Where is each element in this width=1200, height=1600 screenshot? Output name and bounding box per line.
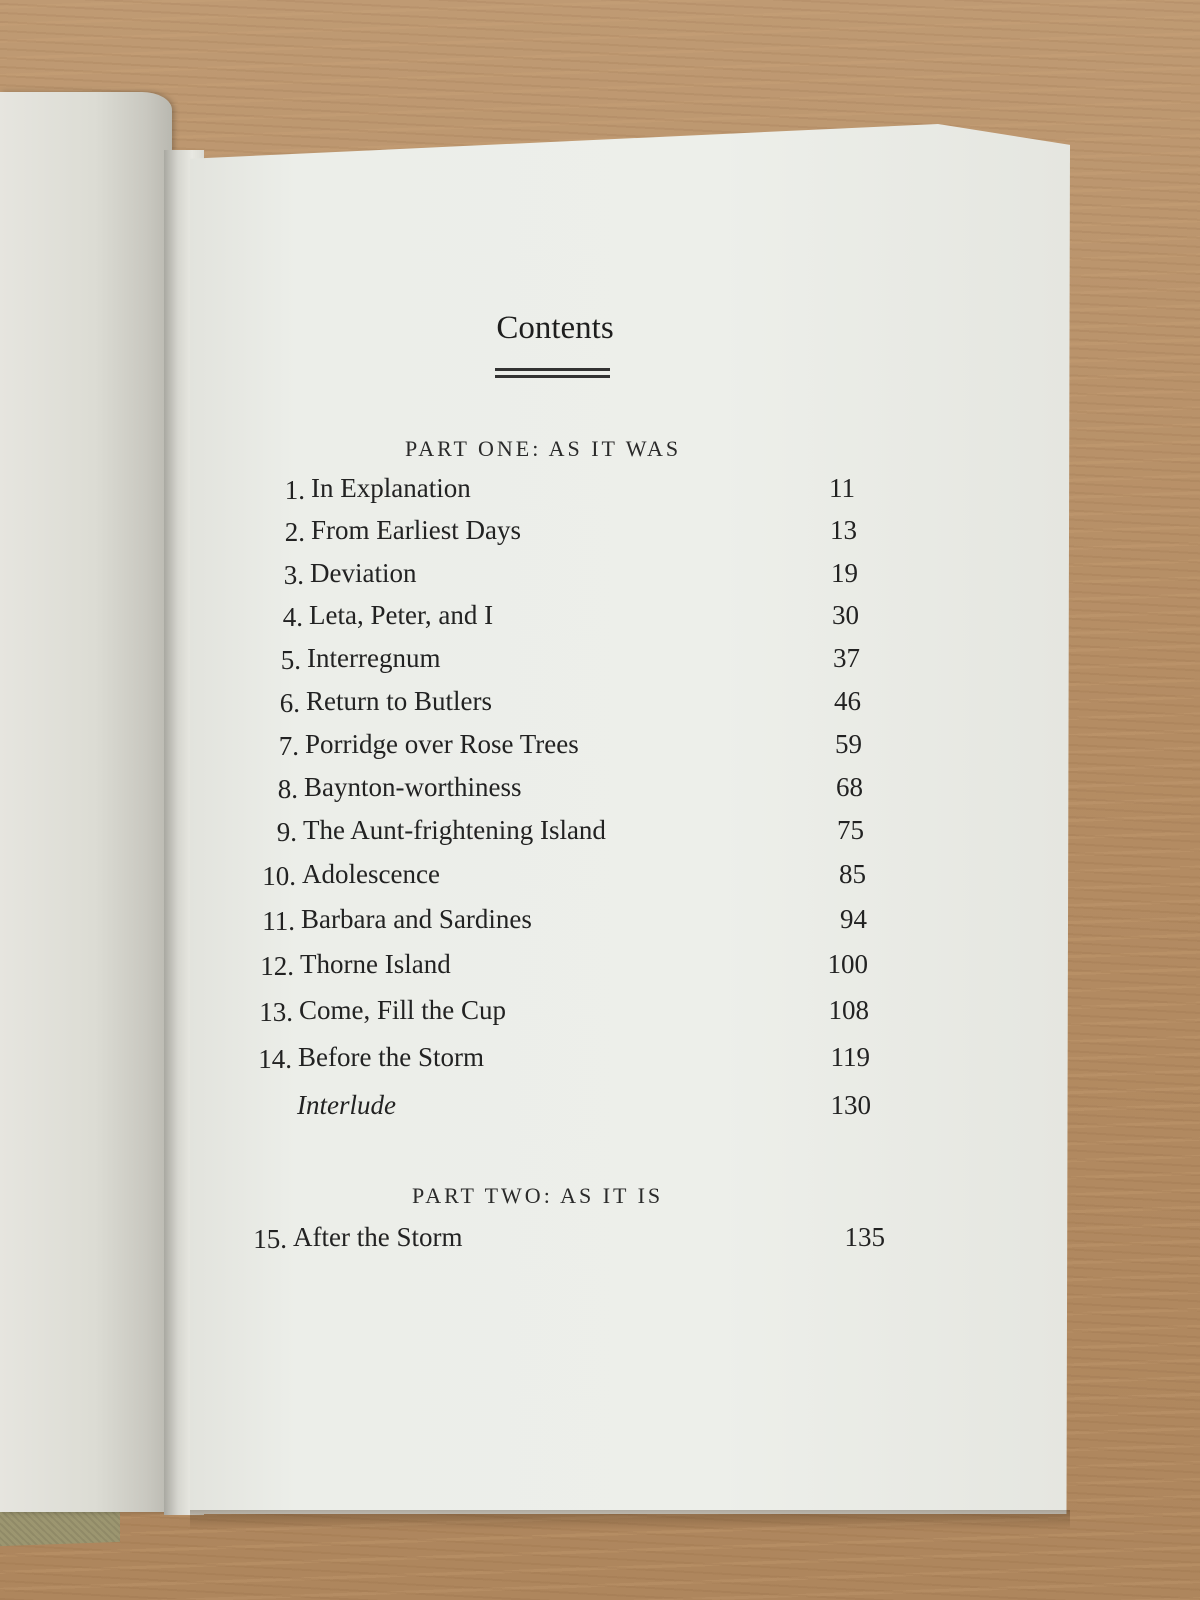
toc-entry — [273, 600, 859, 632]
page-number: 85 — [839, 859, 866, 889]
chapter-title: Leta, Peter, and I — [309, 600, 494, 630]
chapter-number: 9. — [276, 817, 297, 847]
part-two-heading: PART TWO: AS IT IS — [412, 1183, 664, 1208]
chapter-number: 4. — [282, 602, 303, 632]
page-number: 100 — [827, 949, 868, 979]
toc-entry — [270, 686, 861, 718]
chapter-number: 7. — [278, 731, 299, 761]
page-number: 30 — [832, 600, 859, 630]
chapter-number: 6. — [279, 688, 300, 718]
chapter-number: 2. — [284, 517, 305, 547]
toc-entry — [260, 949, 868, 981]
toc-entry — [258, 1042, 870, 1074]
chapter-number: 12. — [260, 951, 294, 981]
toc-entry — [253, 1222, 885, 1254]
part-one-heading: PART ONE: AS IT WAS — [405, 436, 682, 461]
page-number: 94 — [840, 904, 867, 934]
page-number: 108 — [828, 995, 869, 1025]
chapter-title: Barbara and Sardines — [301, 904, 532, 934]
page-title: Contents — [496, 310, 614, 346]
page-number: 19 — [831, 558, 858, 588]
chapter-number: 1. — [284, 475, 305, 505]
toc-entry — [262, 904, 867, 936]
chapter-title: Before the Storm — [298, 1042, 484, 1072]
chapter-title: Baynton-worthiness — [304, 772, 522, 802]
toc-entry — [275, 473, 855, 505]
title-rule-top — [495, 368, 610, 371]
chapter-number: 11. — [262, 906, 295, 936]
page-number: 75 — [837, 815, 864, 845]
chapter-title: Come, Fill the Cup — [299, 995, 507, 1025]
chapter-title: Deviation — [310, 558, 417, 588]
page-number: 11 — [829, 473, 855, 503]
page-number: 68 — [836, 772, 863, 802]
chapter-title: From Earliest Days — [311, 515, 521, 545]
chapter-number: 15. — [253, 1224, 287, 1254]
chapter-title: Return to Butlers — [306, 686, 492, 716]
chapter-number: 10. — [262, 861, 296, 891]
chapter-title: In Explanation — [311, 473, 471, 503]
toc-entry — [268, 772, 863, 804]
page-number: 59 — [835, 729, 862, 759]
toc-entry — [262, 859, 866, 891]
page-number: 13 — [830, 515, 857, 545]
page-number: 130 — [830, 1090, 871, 1120]
chapter-number: 13. — [259, 997, 293, 1027]
chapter-title: After the Storm — [293, 1222, 463, 1252]
page-number: 37 — [833, 643, 860, 673]
chapter-title: Porridge over Rose Trees — [305, 729, 579, 759]
toc-entry — [271, 643, 860, 675]
chapter-title: Adolescence — [302, 859, 440, 889]
chapter-number: 5. — [280, 645, 301, 675]
interlude-title: Interlude — [297, 1090, 396, 1120]
page-number: 46 — [834, 686, 861, 716]
chapter-number: 8. — [277, 774, 298, 804]
chapter-title: The Aunt-frightening Island — [303, 815, 606, 845]
page-number: 119 — [830, 1042, 870, 1072]
toc-entry — [269, 729, 862, 761]
toc-entry — [259, 995, 869, 1027]
chapter-title: Thorne Island — [300, 949, 451, 979]
toc-entry — [275, 515, 857, 547]
chapter-title: Interregnum — [307, 643, 441, 673]
chapter-number: 14. — [258, 1044, 292, 1074]
toc-entry — [261, 1090, 871, 1122]
page-number: 135 — [844, 1222, 885, 1252]
toc-entry — [267, 815, 864, 847]
chapter-number: 3. — [283, 560, 304, 590]
toc-entry — [274, 558, 858, 590]
title-rule-bottom — [495, 375, 610, 378]
